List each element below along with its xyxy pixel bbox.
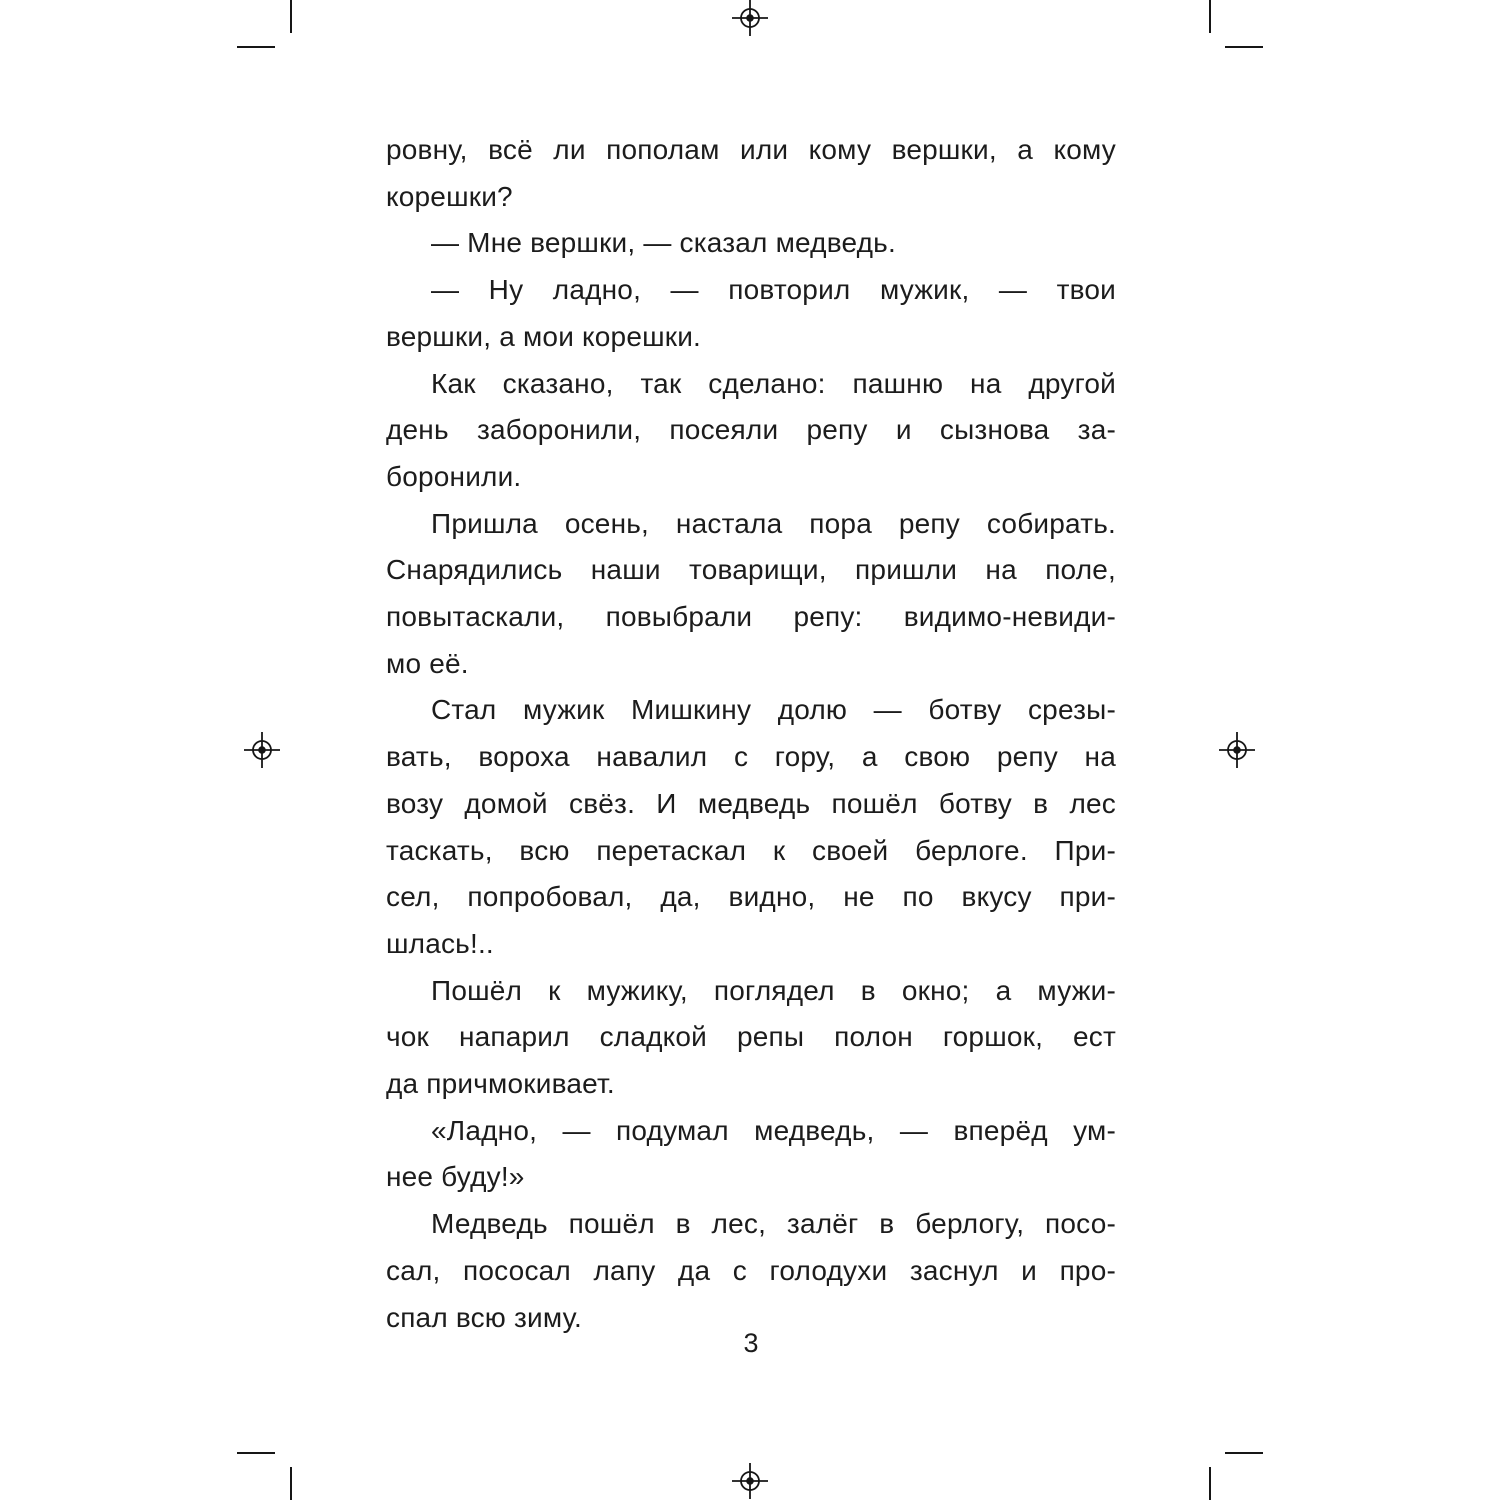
- text-line: — Мне вершки, — сказал медведь.: [431, 227, 896, 259]
- story-text: [386, 127, 1116, 1341]
- crop-mark-bottom-left-v: [290, 1467, 292, 1500]
- text-line: Как сказано, так сделано: пашню на другой: [431, 367, 1116, 399]
- page-number: 3: [743, 1328, 759, 1358]
- crop-mark-bottom-right-v: [1209, 1467, 1211, 1500]
- crop-mark-top-right-h: [1225, 46, 1263, 48]
- text-line: Пришла осень, настала пора репу собирать.: [431, 507, 1116, 539]
- text-line: вершки, а мои корешки.: [386, 320, 702, 352]
- crop-mark-bottom-right-h: [1225, 1452, 1263, 1454]
- text-line: Пошёл к мужику, поглядел в окно; а мужи-: [431, 974, 1116, 1006]
- text-line: да причмокивает.: [386, 1068, 615, 1100]
- registration-mark-icon-right: [1219, 732, 1255, 768]
- text-line: сел, попробовал, да, видно, не по вкусу при-: [386, 881, 1116, 913]
- text-line: вать, вороха навалил с гору, а свою репу на: [386, 741, 1116, 773]
- text-line: Медведь пошёл в лес, залёг в берлогу, посо-: [431, 1208, 1116, 1240]
- text-line: сал, пососал лапу да с голодухи заснул и про-: [386, 1254, 1116, 1286]
- crop-mark-top-left-h: [237, 46, 275, 48]
- text-line: Снарядились наши товарищи, пришли на поле,: [386, 554, 1116, 586]
- crop-mark-bottom-left-h: [237, 1452, 275, 1454]
- crop-mark-top-right-v: [1209, 0, 1211, 33]
- registration-mark-icon-bottom: [732, 1463, 768, 1499]
- text-line: возу домой свёз. И медведь пошёл ботву в лес: [386, 787, 1116, 819]
- text-line: ровну, всё ли пополам или кому вершки, а кому: [386, 134, 1116, 165]
- text-line: боронили.: [386, 460, 522, 492]
- text-line: корешки?: [386, 180, 513, 212]
- text-line: повытаскали, повыбрали репу: видимо-невиди-: [386, 601, 1116, 633]
- text-line: спал всю зиму.: [386, 1301, 583, 1333]
- text-line: таскать, всю перетаскал к своей берлоге. При-: [386, 834, 1116, 866]
- registration-mark-icon-left: [244, 732, 280, 768]
- text-line: день заборонили, посеяли репу и сызнова за-: [386, 414, 1116, 446]
- text-line: — Ну ладно, — повторил мужик, — твои: [431, 274, 1116, 306]
- text-line: Стал мужик Мишкину долю — ботву срезы-: [431, 694, 1116, 726]
- text-line: «Ладно, — подумал медведь, — вперёд ум-: [431, 1114, 1116, 1146]
- crop-mark-top-left-v: [290, 0, 292, 33]
- text-line: мо её.: [386, 647, 469, 679]
- text-line: чок напарил сладкой репы полон горшок, ест: [386, 1021, 1116, 1053]
- text-line: нее буду!»: [386, 1161, 525, 1193]
- registration-mark-icon-top: [732, 0, 768, 36]
- text-line: шлась!..: [386, 927, 494, 959]
